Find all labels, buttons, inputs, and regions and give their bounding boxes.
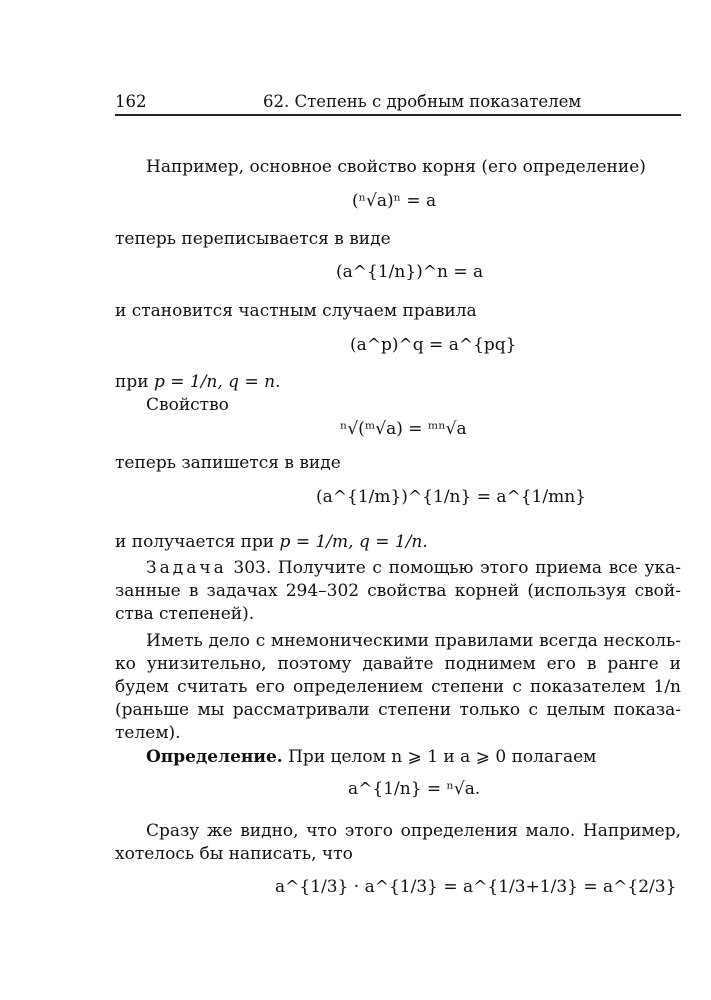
formula-cube-root-sum bbox=[275, 876, 676, 898]
formula-power-n bbox=[336, 261, 483, 283]
para3-line-1: Сразу же видно, что этого определения мало. Например, bbox=[146, 821, 681, 841]
text-line-6: теперь запишется в виде bbox=[115, 453, 341, 473]
text-line-4 bbox=[115, 371, 681, 393]
task-line-2: занные в задачах 294–302 свойства корней (используя свой- bbox=[115, 581, 681, 601]
formula-text: a^{1/n} = ⁿ√a. bbox=[348, 779, 481, 799]
formula-text: (ⁿ√a)ⁿ = a bbox=[352, 191, 437, 211]
header-rule bbox=[115, 114, 681, 116]
task-line-1 bbox=[146, 557, 681, 579]
para-line-4: (раньше мы рассматривали степени только с целым показа- bbox=[115, 700, 681, 720]
text-line-1: Например, основное свойство корня (его определение) bbox=[146, 157, 646, 177]
task-label: Задача bbox=[146, 558, 227, 578]
text-prefix: и получается при bbox=[115, 532, 280, 552]
formula-nested-power bbox=[316, 486, 586, 508]
formula-text: ⁿ√(ᵐ√a) = ᵐⁿ√a bbox=[340, 419, 467, 439]
formula-nested-root bbox=[340, 418, 467, 440]
page-number: 162 bbox=[115, 92, 147, 111]
para-line-1: Иметь дело с мнемоническими правилами всегда несколь- bbox=[146, 631, 681, 651]
formula-text: (a^p)^q = a^{pq} bbox=[350, 335, 517, 355]
task-text: 303. Получите с помощью этого приема все ука- bbox=[233, 558, 682, 578]
formula-root-definition bbox=[352, 190, 436, 212]
text-line-5: Свойство bbox=[146, 395, 229, 415]
running-header bbox=[115, 92, 680, 112]
formula-text: (a^{1/n})^n = a bbox=[336, 262, 484, 282]
running-title: 62. Степень с дробным показателем bbox=[263, 92, 582, 111]
inline-formula: p = 1/m, q = 1/n. bbox=[279, 532, 428, 552]
para3-line-2: хотелось бы написать, что bbox=[115, 844, 353, 864]
formula-text: (a^{1/m})^{1/n} = a^{1/mn} bbox=[316, 487, 586, 507]
formula-text: a^{1/3} · a^{1/3} = a^{1/3+1/3} = a^{2/3} bbox=[275, 877, 677, 897]
para-line-3: будем считать его определением степени с показателем 1/n bbox=[115, 677, 681, 697]
inline-formula: p = 1/n, q = n. bbox=[153, 372, 281, 392]
definition-line bbox=[146, 746, 681, 768]
formula-power-rule bbox=[350, 334, 516, 356]
formula-definition bbox=[348, 778, 480, 800]
text-line-3: и становится частным случаем правила bbox=[115, 301, 477, 321]
para-line-2: ко унизительно, поэтому давайте поднимем его в ранге и bbox=[115, 654, 681, 674]
task-line-3: ства степеней). bbox=[115, 604, 255, 624]
definition-title: Определение. bbox=[146, 747, 283, 767]
text-prefix: при bbox=[115, 372, 154, 392]
text-line-2: теперь переписывается в виде bbox=[115, 229, 391, 249]
definition-text: При целом n ⩾ 1 и a ⩾ 0 полагаем bbox=[282, 747, 597, 767]
text-line-7 bbox=[115, 531, 681, 553]
para-line-5: телем). bbox=[115, 723, 181, 743]
